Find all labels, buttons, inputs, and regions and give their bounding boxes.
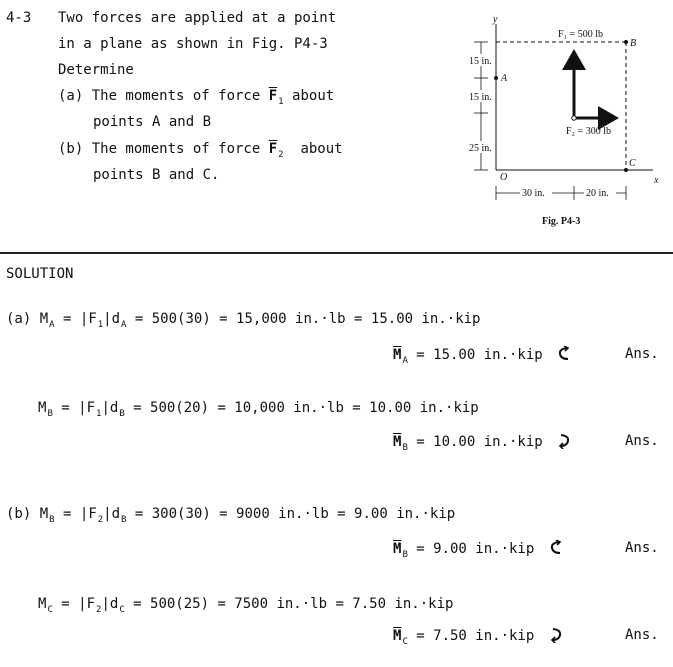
problem-line-2: in a plane as shown in Fig. P4-3	[58, 36, 328, 52]
answer-ma	[393, 346, 571, 366]
eq2-rhs: = 500(20) = 10,000 in.·lb = 10.00 in.·kip	[124, 400, 479, 416]
ans4-m: $\overline{M}$	[393, 628, 402, 644]
problem-line-5: points A and B	[93, 114, 212, 130]
dim-25: 25 in.	[469, 143, 492, 154]
answer-mb-1	[393, 433, 571, 453]
eq4-d-sub: C	[119, 605, 125, 615]
point-o-label: O	[500, 172, 508, 183]
answer-mb-2	[393, 540, 563, 560]
figure-p4-3	[468, 10, 668, 235]
equation-mb-1: $M_B = |F_1|d_B = 500(20) = 10,000$ in.·lb = 10.00 in.·kip	[38, 400, 479, 419]
eq3-d-sub: B	[121, 515, 127, 525]
ans4-m-sub: C	[402, 637, 408, 647]
eq4-f: F	[86, 596, 96, 612]
force2-symbol: $\overline{F}$	[268, 141, 278, 157]
force2-sub: 2	[278, 150, 284, 160]
ans3-value: = 9.00 in.·kip	[407, 541, 535, 557]
cw-rotation-icon	[557, 433, 571, 449]
eq3-f-sub: 2	[97, 515, 104, 525]
equation-ma: (a) $M_A = |F_1|d_A = 500(30) = 15,000$ in.·lb = 15.00 in.·kip	[6, 311, 481, 330]
eq1-f-sub: 1	[97, 320, 104, 330]
problem-line-6	[58, 141, 343, 160]
dim-15-lower: 15 in.	[469, 92, 492, 103]
eq3-m-sub: B	[49, 515, 55, 525]
y-axis-label: y	[493, 14, 498, 25]
about-text-a: about	[292, 88, 335, 104]
part-a-text: (a) The moments of force	[58, 88, 261, 104]
figure-caption: Fig. P4-3	[542, 216, 581, 227]
ans3-label: Ans.	[625, 540, 659, 556]
ans4-value: = 7.50 in.·kip	[407, 628, 535, 644]
solution-heading: SOLUTION	[6, 266, 74, 282]
force-origin	[572, 116, 576, 120]
problem-line-1: Two forces are applied at a point	[58, 10, 337, 26]
point-c-marker	[624, 168, 628, 172]
part-b-label: (b)	[6, 506, 32, 522]
eq1-f: F	[88, 311, 97, 327]
equation-mc: $M_C = |F_2|d_C = 500(25) = 7500$ in.·lb = 7.50 in.·kip	[38, 596, 454, 615]
problem-line-4	[58, 88, 335, 107]
dim-30: 30 in.	[522, 188, 545, 199]
eq4-f-sub: 2	[96, 605, 102, 615]
ans1-value: = 15.00 in.·kip	[407, 347, 543, 363]
eq2-d: d	[109, 400, 119, 416]
ans2-value: = 10.00 in.·kip	[407, 434, 543, 450]
eq2-m-sub: B	[47, 409, 53, 419]
eq2-f-sub: 1	[96, 409, 102, 419]
eq3-rhs: = 300(30) = 9000 in.·lb = 9.00 in.·kip	[126, 506, 456, 522]
force1-label: F₁ = 500 lb	[558, 29, 603, 40]
about-text-b: about	[300, 141, 343, 157]
ans3-m-sub: B	[402, 550, 408, 560]
ans3-m: $\overline{M}$	[393, 541, 402, 557]
eq1-d-sub: A	[121, 320, 127, 330]
ccw-rotation-icon	[557, 346, 571, 362]
ans4-label: Ans.	[625, 627, 659, 643]
eq4-d: d	[109, 596, 119, 612]
point-a-label: A	[501, 73, 508, 84]
eq3-d: d	[111, 506, 121, 522]
point-b-marker	[624, 40, 628, 44]
point-a-marker	[494, 76, 498, 80]
ans2-m-sub: B	[402, 443, 408, 453]
dim-20: 20 in.	[586, 188, 609, 199]
eq1-m: M	[39, 311, 49, 327]
eq3-f: F	[88, 506, 97, 522]
dim-15-upper: 15 in.	[469, 56, 492, 67]
eq2-m: M	[38, 400, 47, 416]
problem-line-3: Determine	[58, 62, 134, 78]
eq4-rhs: = 500(25) = 7500 in.·lb = 7.50 in.·kip	[124, 596, 454, 612]
force1-symbol: $\overline{F}$	[268, 88, 278, 104]
ans2-m: $\overline{M}$	[393, 434, 402, 450]
ans1-m-sub: A	[402, 356, 408, 366]
answer-mc	[393, 627, 563, 647]
eq4-m-sub: C	[47, 605, 53, 615]
eq3-m: M	[39, 506, 49, 522]
eq1-d: d	[111, 311, 121, 327]
force1-sub: 1	[278, 97, 284, 107]
problem-number: 4-3	[6, 10, 32, 26]
ccw-rotation-icon	[549, 540, 563, 556]
force2-label: F₂ = 300 lb	[566, 126, 611, 137]
eq2-f: F	[86, 400, 96, 416]
point-b-label: B	[630, 38, 637, 49]
problem-line-7: points B and C.	[93, 167, 220, 183]
equation-mb-2: (b) $M_B = |F_2|d_B = 300(30) = 9000$ in.·lb = 9.00 in.·kip	[6, 506, 456, 525]
part-a-label: (a)	[6, 311, 32, 327]
section-divider	[0, 252, 673, 254]
x-axis-label: x	[654, 175, 659, 186]
ans2-label: Ans.	[625, 433, 659, 449]
cw-rotation-icon	[549, 627, 563, 643]
ans1-label: Ans.	[625, 346, 659, 362]
eq1-rhs: = 500(30) = 15,000 in.·lb = 15.00 in.·kip	[126, 311, 481, 327]
point-c-label: C	[629, 158, 636, 169]
part-b-text: (b) The moments of force	[58, 141, 261, 157]
eq4-m: M	[38, 596, 47, 612]
ans1-m: $\overline{M}$	[393, 347, 402, 363]
eq2-d-sub: B	[119, 409, 125, 419]
eq1-m-sub: A	[49, 320, 55, 330]
